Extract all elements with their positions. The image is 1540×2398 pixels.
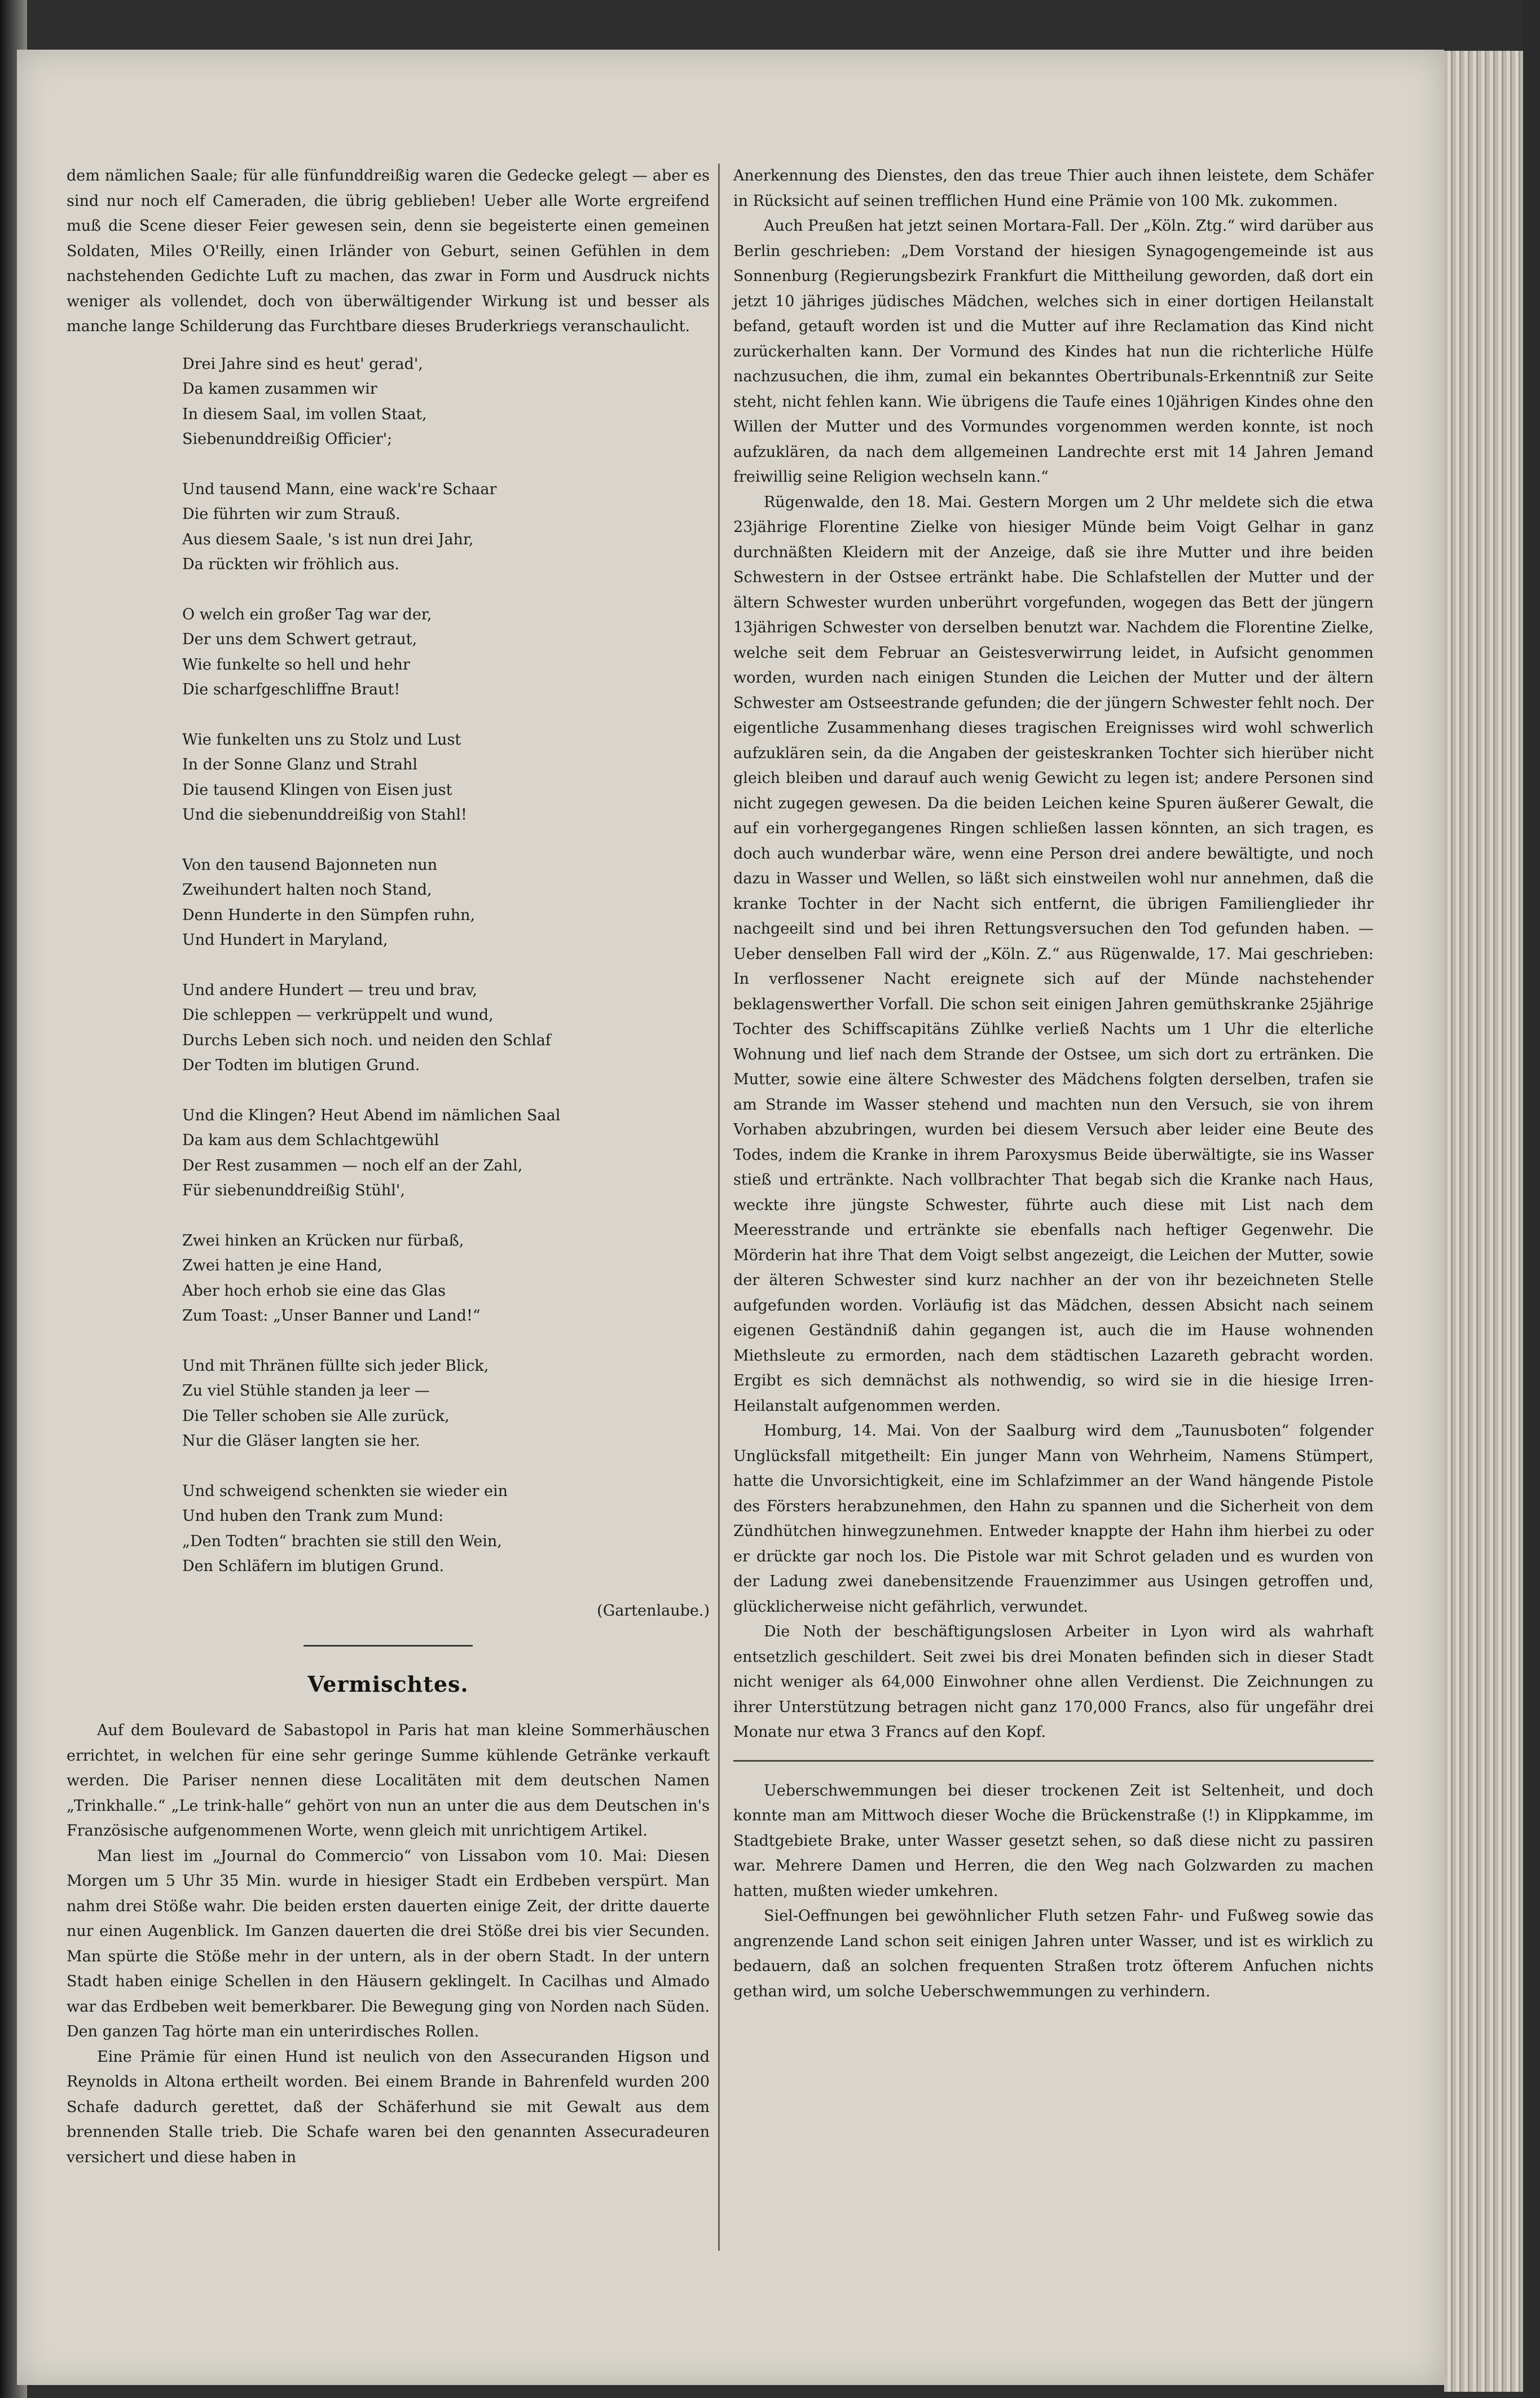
poem-source: (Gartenlaube.) [597, 1601, 710, 1620]
poem-line: „Den Todten“ brachten sie still den Wein, [182, 1532, 502, 1550]
poem-line: Den Schläfern im blutigen Grund. [182, 1557, 445, 1575]
poem-line: Zweihundert halten noch Stand, [182, 881, 432, 899]
article-paragraph: Homburg, 14. Mai. Von der Saalburg wird dem „Taunusboten“ folgender Unglücksfall mitgetheilt: Ein junger Mann von Wehrheim, Namens Stümpert, hatte die Unvorsichtigkeit, eine im Schlafzimmer an der Wand hängende Pistole des Försters herabzunehmen, den Hahn zu spannen und die Sicherheit von dem Zündhütchen hinwegzunehmen. Entweder knappte der Hahn ihm hierbei zu oder er drückte gar noch los. Die Pistole war mit Schrot geladen und es wurden von der Ladung zwei danebensitzende Frauenzimmer aus Usingen getroffen und, glücklicherweise nicht gefährlich, verwundet. [733, 1422, 1374, 1616]
poem-stanza [182, 602, 710, 703]
left-column [67, 164, 710, 2170]
poem-line: Da kam aus dem Schlachtgewühl [182, 1132, 439, 1149]
poem-line: Siebenunddreißig Officier'; [182, 430, 393, 448]
poem-stanza [182, 728, 710, 828]
article-paragraph: Eine Prämie für einen Hund ist neulich von den Assecuranden Higson und Reynolds in Altona ertheilt worden. Bei einem Brande in Bahrenfeld wurden 200 Schafe dadurch gerettet, daß der Schäferhund sie mit Gewalt aus dem brennenden Stalle trieb. Die Schafe waren bei den genannten Assecuradeuren versichert und diese haben in [67, 2048, 710, 2166]
poem-line: Und andere Hundert — treu und brav, [182, 981, 478, 999]
article-paragraph: Siel-Oeffnungen bei gewöhnlicher Fluth setzen Fahr- und Fußweg sowie das angrenzende Land schon seit einigen Jahren unter Wasser, und ist es wirklich zu bedauern, daß an solchen frequenten Straßen trotz öfterem Anfuchen nichts gethan wird, um solche Ueberschwemmungen zu verhindern. [733, 1907, 1374, 2000]
poem-line: Der Todten im blutigen Grund. [182, 1057, 420, 1074]
poem-line: Und Hundert in Maryland, [182, 931, 388, 949]
poem-line: Und die siebenunddreißig von Stahl! [182, 806, 467, 824]
article-paragraph: Rügenwalde, den 18. Mai. Gestern Morgen um 2 Uhr meldete sich die etwa 23jährige Florentine Zielke von hiesiger Münde beim Voigt Gelhar in ganz durchnäßten Kleidern mit der Anzeige, daß sie ihre Mutter und ihre beiden Schwestern in der Ostsee ertränkt habe. Die Schlafstellen der Mutter und der ältern Schwester wurden unberührt vorgefunden, wogegen das Bett der jüngern 13jährigen Schwester von derselben benutzt war. Nachdem die Florentine Zielke, welche seit dem Februar an Geistesverwirrung leidet, in Aufsicht genommen worden, wurden nach einigen Stunden die Leichen der Mutter und der ältern Schwester am Ostseestrande gefunden; die der jüngern Schwester fehlt noch. Der eigentliche Zusammenhang dieses tragischen Ereignisses wird wohl schwerlich aufzuklären sein, da die Angaben der geisteskranken Tochter sich hierüber nicht gleich bleiben und darauf auch wenig Gewicht zu legen ist; andere Personen sind nicht zugegen gewesen. Da die beiden Leichen keine Spuren äußerer Gewalt, die auf ein vorhergegangenes Ringen schließen lassen könnten, an sich tragen, es doch auch wunderbar wäre, wenn eine Person drei andere bewältigte, und noch dazu in Wasser und Wellen, so läßt sich einstweilen wohl nur annehmen, daß die kranke Tochter in der Nacht sich entfernt, die übrigen Familienglieder ihr nachgeeilt sind und bei ihren Rettungsversuchen den Tod gefunden haben. — Ueber denselben Fall wird der „Köln. Z.“ aus Rügenwalde, 17. Mai geschrieben: In verflossener Nacht ereignete sich auf der Münde nachstehender beklagenswerther Vorfall. Die schon seit einigen Jahren gemüthskranke 25jährige Tochter des Schiffscapitäns Zühlke verließ Nachts um 1 Uhr die elterliche Wohnung und lief nach dem Strande der Ostsee, um sich dort zu ertränken. Die Mutter, sowie eine ältere Schwester des Mädchens folgten derselben, trafen sie am Strande im Wasser stehend und machten nun den Versuch, sie von ihrem Vorhaben abzubringen, wurden bei diesem Versuch aber leider eine Beute des Todes, indem die Kranke in ihrem Paroxysmus Beide überwältigte, sie ins Wasser stieß und ertränkte. Nach vollbrachter That begab sich die Kranke nach Haus, weckte ihre jüngste Schwester, führte auch diese mit List nach dem Meeresstrande und ertränkte sie ebenfalls nach heftiger Gegenwehr. Die Mörderin hat ihre That dem Voigt selbst angezeigt, die Leichen der Mutter, sowie der älteren Schwester sind kurz nachher an der von ihr bezeichneten Stelle aufgefunden worden. Vorläufig ist das Mädchen, dessen Absicht nach seinem eigenen Geständniß dahin gegangen ist, auch die im Hause wohnenden Miethsleute zu ermorden, nach dem städtischen Lazareth gebracht worden. Ergibt es sich demnächst als nothwendig, so wird sie in die hiesige Irren-Heilanstalt aufgenommen werden. [733, 493, 1374, 1415]
article-paragraph: Man liest im „Journal do Commercio“ von Lissabon vom 10. Mai: Diesen Morgen um 5 Uhr 35 Min. wurde in hiesiger Stadt ein Erdbeben verspürt. Man nahm drei Stöße wahr. Die beiden ersten dauerten einige Zeit, der dritte dauerte nur einen Augenblick. Im Ganzen dauerten die drei Stöße drei bis vier Secunden. Man spürte die Stöße mehr in der untern, als in der obern Stadt. In der untern Stadt haben einige Schellen in den Häusern geklingelt. In Cacilhas und Almado war das Erdbeben weit bemerkbarer. Die Bewegung ging von Norden nach Süden. Den ganzen Tag hörte man ein unterirdisches Rollen. [67, 1847, 710, 2040]
section-rule [303, 1645, 473, 1647]
poem-line: Zu viel Stühle standen ja leer — [182, 1382, 430, 1400]
poem [182, 352, 710, 1579]
poem-line: Und schweigend schenkten sie wieder ein [182, 1482, 508, 1500]
poem-line: Für siebenunddreißig Stühl', [182, 1182, 405, 1199]
poem-stanza [182, 1354, 710, 1454]
poem-line: Da rückten wir fröhlich aus. [182, 556, 399, 573]
poem-line: Wie funkelte so hell und hehr [182, 655, 410, 674]
column-divider [718, 164, 720, 2251]
poem-line: Die führten wir zum Strauß. [182, 505, 401, 523]
article-paragraph: Ueberschwemmungen bei dieser trockenen Zeit ist Seltenheit, und doch konnte man am Mittwoch dieser Woche die Brückenstraße (!) in Klippkamme, im Stadtgebiete Brake, unter Wasser gesetzt sehen, so daß diese nicht zu passiren war. Mehrere Damen und Herren, die den Weg nach Golzwarden zu machen hatten, mußten wieder umkehren. [733, 1781, 1374, 1900]
intro-paragraph: dem nämlichen Saale; für alle fünfunddreißig waren die Gedecke gelegt — aber es sind nur noch elf Cameraden, die übrig geblieben! Ueber alle Worte ergreifend muß die Scene dieser Feier gewesen sein, denn sie begeisterte einen gemeinen Soldaten, Miles O'Reilly, einen Irländer von Geburt, seinen Gefühlen in dem nachstehenden Gedichte Luft zu machen, das zwar in Form und Ausdruck nichts weniger als vollendet, doch von überwältigender Wirkung ist und besser als manche lange Schilderung das Furchtbare dieses Bruderkriegs veranschaulicht. [67, 167, 710, 335]
poem-line: Von den tausend Bajonneten nun [182, 856, 438, 874]
poem-line: Nur die Gläser langten sie her. [182, 1432, 420, 1450]
poem-line: In diesem Saal, im vollen Staat, [182, 405, 427, 423]
poem-line: Wie funkelten uns zu Stolz und Lust [182, 731, 461, 749]
poem-line: In der Sonne Glanz und Strahl [182, 756, 417, 773]
poem-line: Und tausend Mann, eine wack're Schaar [182, 480, 497, 498]
scan-margin [1523, 0, 1540, 2398]
poem-line: Aber hoch erhob sie eine das Glas [182, 1282, 446, 1300]
poem-line: Aus diesem Saale, 's ist nun drei Jahr, [182, 530, 474, 548]
poem-line: Die Teller schoben sie Alle zurück, [182, 1407, 450, 1425]
poem-line: Durchs Leben sich noch. und neiden den Schlaf [182, 1031, 551, 1049]
article-paragraph: Auf dem Boulevard de Sabastopol in Paris hat man kleine Sommerhäuschen errichtet, in welchen für eine sehr geringe Summe kühlende Getränke verkauft werden. Die Pariser nennen diese Localitäten mit dem deutschen Namen „Trinkhalle.“ „Le trink-halle“ gehört von nun an unter die aus dem Deutschen in's Französische aufgenommenen Worte, wenn gleich mit unrichtigem Artikel. [67, 1722, 710, 1840]
poem-line: Der uns dem Schwert getraut, [182, 631, 417, 648]
poem-line: Denn Hunderte in den Sümpfen ruhn, [182, 906, 476, 924]
article-paragraph: Auch Preußen hat jetzt seinen Mortara-Fall. Der „Köln. Ztg.“ wird darüber aus Berlin geschrieben: „Dem Vorstand der hiesigen Synagogengemeinde ist aus Sonnenburg (Regierungsbezirk Frankfurt die Mittheilung geworden, daß dort ein jetzt 10 jähriges jüdisches Mädchen, welches sich in einer dortigen Heilanstalt befand, getauft worden ist und die Mutter auf ihre Reclamation das Kind nicht zurückerhalten kann. Der Vormund des Kindes hat nun die richterliche Hülfe nachzusuchen, die ihm, zumal ein bekanntes Obertribunals-Erkenntniß zur Seite steht, nicht fehlen kann. Wie übrigens die Taufe eines 10jährigen Kindes ohne den Willen der Mutter und des Vormundes vorgenommen werden konnte, ist noch aufzuklären, da nach dem allgemeinen Landrechte erst mit 14 Jahren Jemand freiwillig seine Religion wechseln kann.“ [733, 217, 1374, 486]
poem-stanza [182, 853, 710, 953]
poem-stanza [182, 1229, 710, 1329]
poem-line: Und huben den Trank zum Mund: [182, 1507, 444, 1525]
poem-line: Da kamen zusammen wir [182, 380, 377, 398]
poem-line: Die tausend Klingen von Eisen just [182, 781, 452, 799]
poem-line: Zwei hinken an Krücken nur fürbaß, [182, 1231, 464, 1249]
poem-line: Der Rest zusammen — noch elf an der Zahl, [182, 1156, 523, 1174]
poem-line: Drei Jahre sind es heut' gerad', [182, 355, 423, 373]
section-heading: Vermischtes. [307, 1671, 469, 1697]
poem-stanza [182, 1103, 710, 1204]
section-rule [733, 1760, 1374, 1762]
poem-stanza [182, 978, 710, 1079]
poem-stanza [182, 352, 710, 452]
poem-line: Die schleppen — verkrüppelt und wund, [182, 1006, 494, 1024]
poem-stanza [182, 1479, 710, 1579]
poem-line: O welch ein großer Tag war der, [182, 605, 432, 623]
poem-line: Zum Toast: „Unser Banner und Land!“ [182, 1307, 481, 1325]
poem-line: Die scharfgeschliffne Braut! [182, 681, 401, 698]
article-paragraph: Die Noth der beschäftigungslosen Arbeiter in Lyon wird als wahrhaft entsetzlich geschildert. Seit zwei bis drei Monaten befinden sich in dieser Stadt nicht weniger als 64,000 Einwohner ohne allen Verdienst. Die Zeichnungen zu ihrer Unterstützung betragen nicht ganz 170,000 Francs, also für ungefähr drei Monate nur etwa 3 Francs auf den Kopf. [733, 1623, 1374, 1741]
poem-stanza [182, 477, 710, 578]
poem-line: Zwei hatten je eine Hand, [182, 1257, 382, 1274]
article-paragraph: Anerkennung des Dienstes, den das treue Thier auch ihnen leistete, dem Schäfer in Rücksicht auf seinen trefflichen Hund eine Prämie von 100 Mk. zukommen. [733, 167, 1374, 210]
right-column [733, 164, 1374, 2004]
poem-line: Und mit Thränen füllte sich jeder Blick, [182, 1357, 489, 1375]
poem-line: Und die Klingen? Heut Abend im nämlichen Saal [182, 1106, 561, 1124]
